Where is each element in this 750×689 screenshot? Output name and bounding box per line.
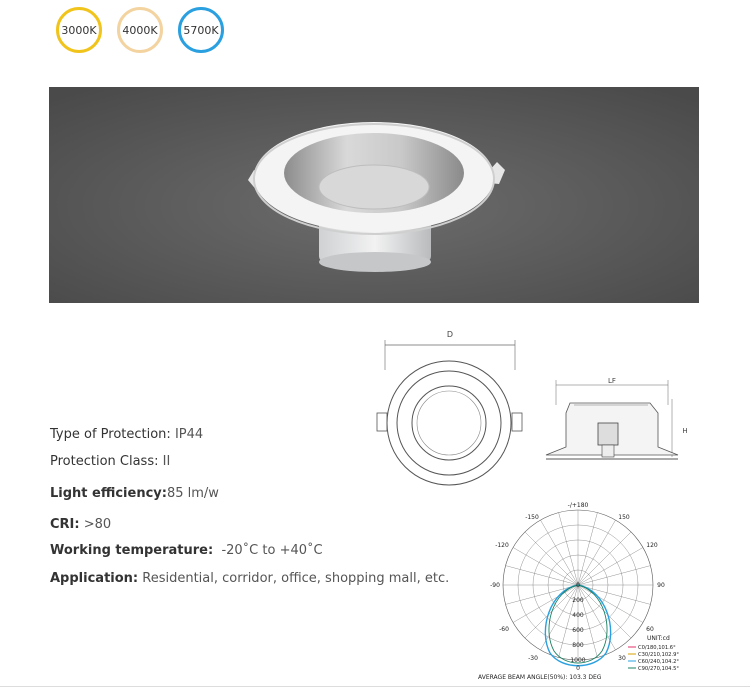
spec-protection-class [50, 454, 170, 469]
product-image [49, 87, 699, 303]
radial-label: 200 [572, 597, 584, 604]
spec-value: >80 [83, 517, 112, 532]
angle-label-180: -/+180 [567, 502, 589, 509]
spec-cri [50, 517, 111, 532]
spec-value: 85 lm/w [166, 486, 219, 501]
color-temp-4000k-badge[interactable]: 4000K [117, 7, 163, 53]
unit-label: UNIT:cd [647, 635, 670, 642]
color-temp-3000k-badge[interactable]: 3000K [56, 7, 102, 53]
spec-label: Protection Class: [50, 454, 159, 469]
legend-entry: C60/240,104.2° [638, 659, 679, 665]
spec-value: -20˚C to +40˚C [221, 543, 323, 558]
angle-label-120: 120 [646, 542, 658, 549]
side-view-drawing [540, 375, 695, 465]
beam-angle-footer: AVERAGE BEAM ANGLE(50%): 103.3 DEG [478, 674, 602, 681]
angle-label-0: 0 [576, 665, 580, 672]
spec-protection-type [50, 427, 203, 442]
angle-label-n150: -150 [525, 514, 539, 521]
spec-working-temperature [50, 543, 323, 558]
light-distribution-chart [470, 495, 710, 685]
radial-label: 800 [572, 642, 584, 649]
spec-label: Type of Protection: [50, 427, 171, 442]
radial-label: 1000 [570, 657, 586, 664]
spec-efficiency [50, 486, 219, 501]
dimension-lf-label: LF [608, 377, 616, 385]
spec-value: II [162, 454, 171, 469]
spec-label: Application: [50, 571, 139, 586]
legend [628, 645, 679, 672]
angle-label-60: 60 [646, 626, 654, 633]
spec-label: Working temperature: [50, 543, 214, 558]
front-view-drawing [375, 325, 525, 490]
angle-label-30: 30 [618, 655, 626, 662]
angle-label-n30: -30 [528, 655, 538, 662]
radial-label: 400 [572, 612, 584, 619]
angle-label-90: 90 [657, 582, 665, 589]
spec-label: CRI: [50, 517, 80, 532]
angle-label-n60: -60 [499, 626, 509, 633]
angle-label-n120: -120 [495, 542, 509, 549]
bottom-divider [0, 686, 750, 687]
dimension-h-label: H [682, 427, 688, 435]
spec-value: IP44 [174, 427, 204, 442]
legend-entry: C90/270,104.5° [638, 666, 679, 672]
radial-label: 0 [576, 582, 580, 589]
color-temp-5700k-badge[interactable]: 5700K [178, 7, 224, 53]
legend-entry: C0/180,101.6° [638, 645, 676, 651]
spec-application [50, 571, 449, 586]
dimension-d-label: D [446, 330, 454, 339]
angle-label-n90: -90 [490, 582, 500, 589]
spec-label: Light efficiency: [50, 486, 167, 501]
legend-entry: C30/210,102.9° [638, 652, 679, 658]
angle-label-150: 150 [618, 514, 630, 521]
spec-value: Residential, corridor, office, shopping mall, etc. [142, 571, 450, 586]
radial-label: 600 [572, 627, 584, 634]
